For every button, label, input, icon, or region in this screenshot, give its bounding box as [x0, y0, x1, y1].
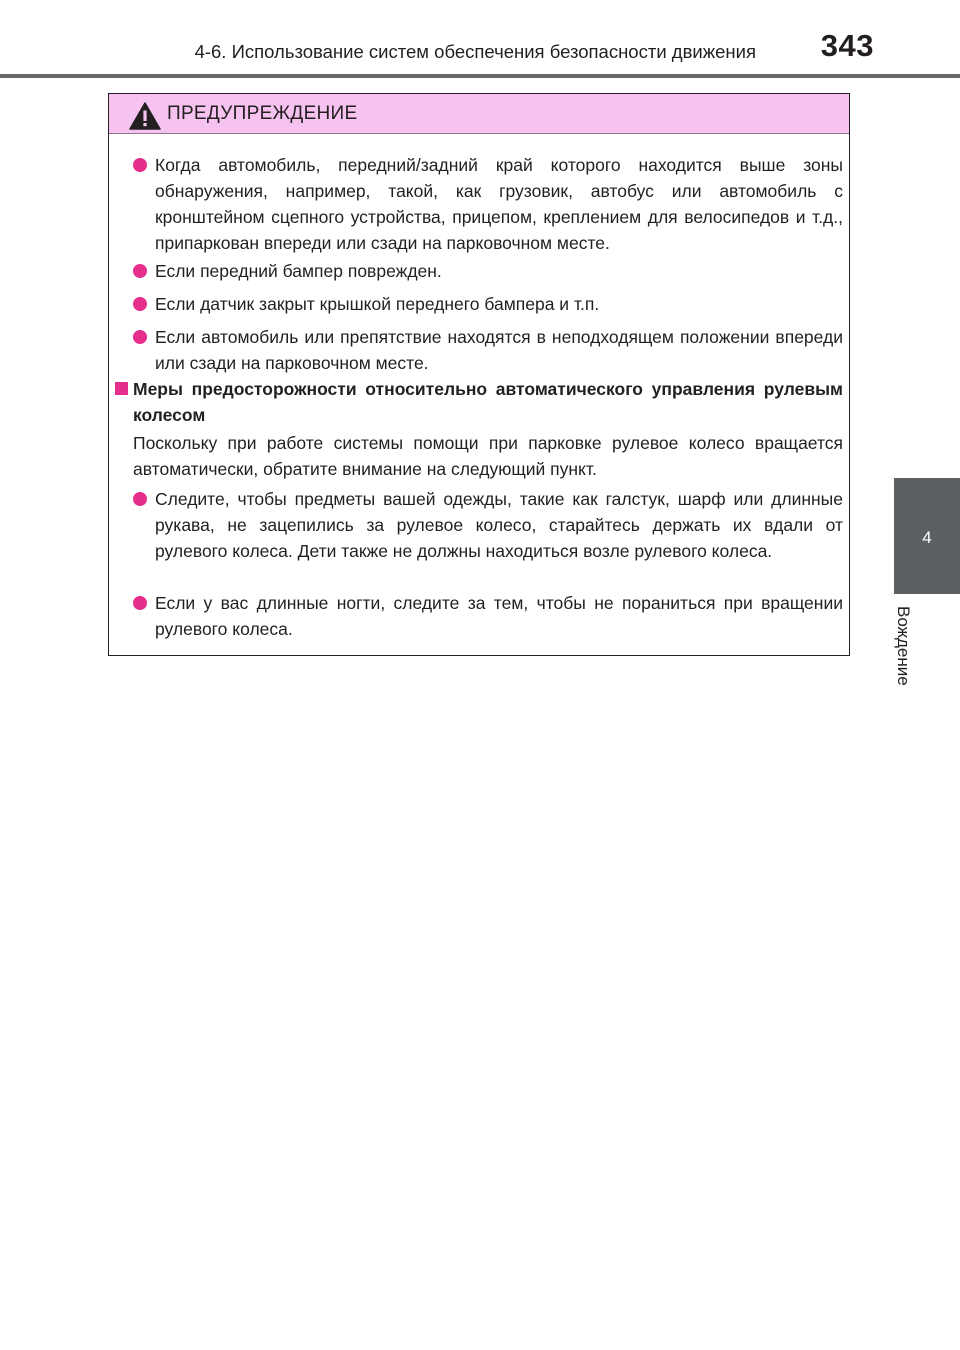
list-item-text: Если у вас длинные ногти, следите за тем, чтобы не пораниться при вращении рулевого колеса. [155, 593, 843, 639]
chapter-label-text: Вождение [894, 606, 913, 686]
heading-square-icon [115, 382, 128, 395]
section-title: 4-6. Использование систем обеспечения безопасности движения [194, 41, 756, 62]
section-heading [115, 376, 843, 428]
list-item [131, 590, 843, 642]
bullet-dot-icon [133, 297, 147, 311]
section-heading-text: Меры предосторожности относительно автоматического управления рулевым колесом [133, 379, 843, 425]
bullet-dot-icon [133, 596, 147, 610]
list-item-text: Следите, чтобы предметы вашей одежды, такие как галстук, шарф или длинные рукава, не зацепились за рулевое колесо, старайтесь держать их вдали от рулевого колеса. Дети также не должны находиться возле рулевого колеса. [155, 489, 843, 561]
list-item [131, 291, 843, 317]
list-item [131, 324, 843, 376]
bullet-dot-icon [133, 492, 147, 506]
list-item [131, 152, 843, 256]
chapter-tab[interactable] [894, 478, 960, 594]
list-item-text: Если датчик закрыт крышкой переднего бампера и т.п. [155, 294, 600, 314]
chapter-label [894, 606, 926, 692]
warning-box [108, 93, 850, 656]
list-item-text: Когда автомобиль, передний/задний край которого находится выше зоны обнаружения, например, такой, как грузовик, автобус или автомобиль с кронштейном сцепного устройства, прицепом, креплением для велосипедов и т.д., припаркован впереди или сзади на парковочном месте. [155, 155, 843, 253]
warning-header [109, 94, 849, 134]
list-item [131, 258, 843, 284]
list-item-text: Если передний бампер поврежден. [155, 261, 442, 281]
list-item-text: Если автомобиль или препятствие находятся в неподходящем положении впереди или сзади на парковочном месте. [155, 327, 843, 373]
page-number: 343 [820, 28, 874, 63]
warning-title: ПРЕДУПРЕЖДЕНИЕ [167, 103, 358, 124]
chapter-number: 4 [922, 528, 932, 547]
bullet-dot-icon [133, 264, 147, 278]
list-item [131, 486, 843, 564]
bullet-dot-icon [133, 330, 147, 344]
warning-triangle-icon [129, 102, 161, 130]
section-paragraph: Поскольку при работе системы помощи при парковке рулевое колесо вращается автоматически, обратите внимание на следующий пункт. [133, 433, 843, 479]
bullet-dot-icon [133, 158, 147, 172]
header-rule [0, 74, 960, 78]
